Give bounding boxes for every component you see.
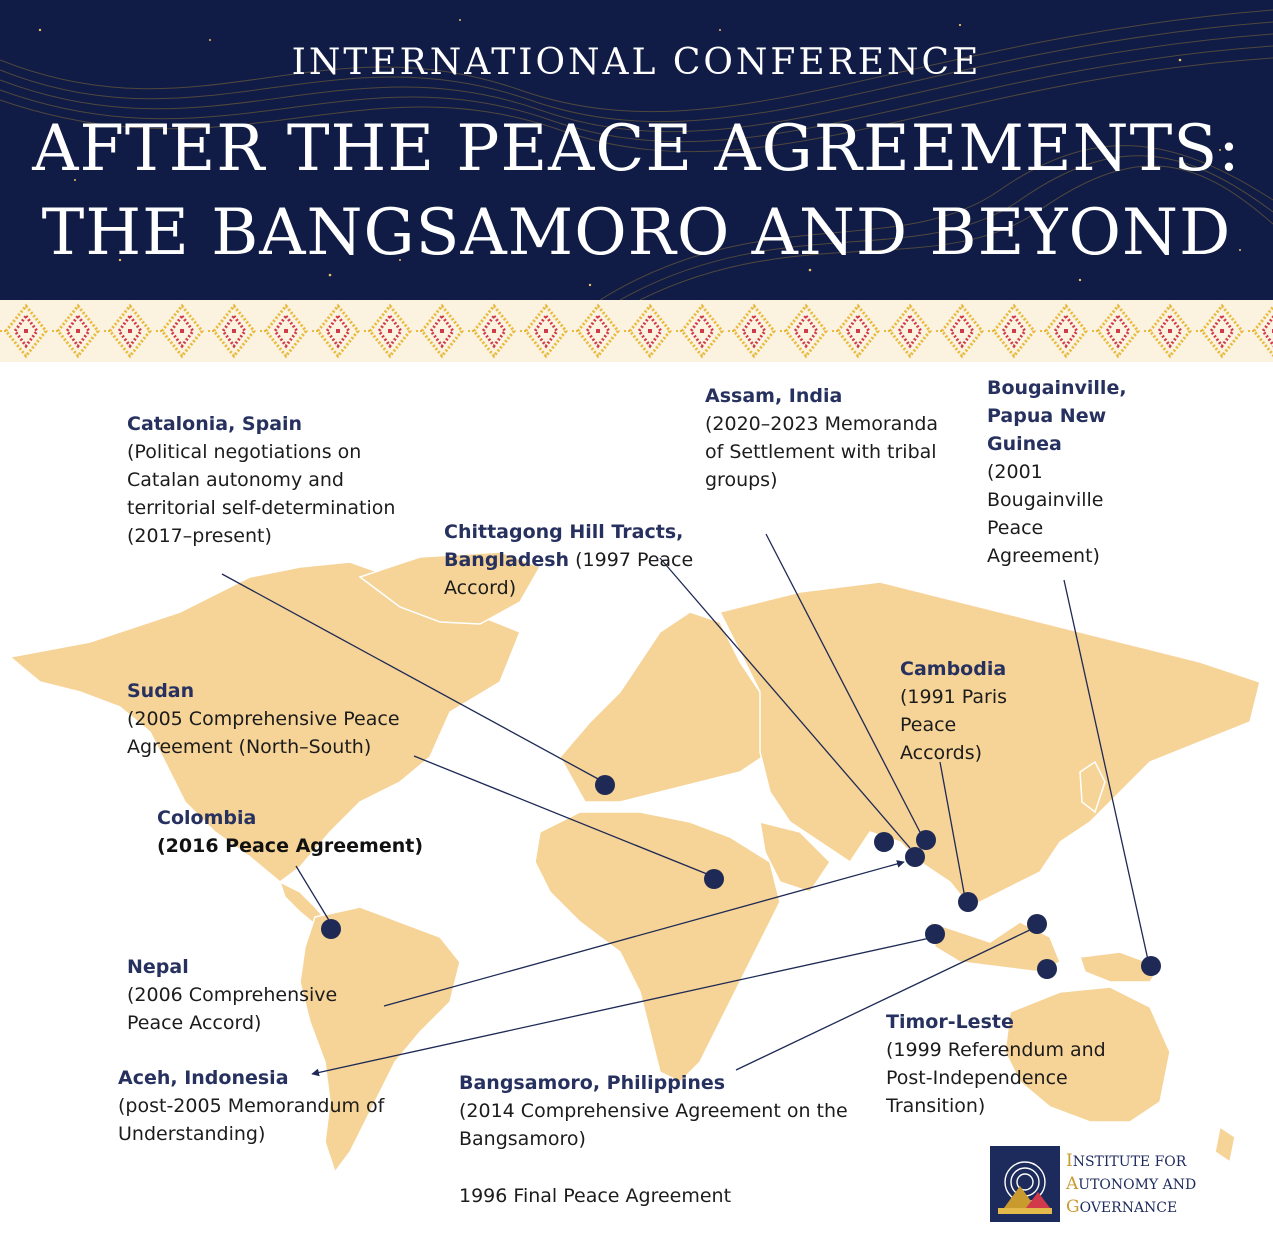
conference-title-line2: THE BANGSAMORO AND BEYOND <box>41 196 1232 270</box>
label-aceh: Aceh, Indonesia (post-2005 Memorandum of Understanding) <box>118 1067 385 1145</box>
label-catalonia: Catalonia, Spain (Political negotiations on Catalan autonomy and territorial self-determination (2017–present) <box>127 413 396 547</box>
conference-kicker: INTERNATIONAL CONFERENCE <box>291 42 982 83</box>
label-timor-leste: Timor-Leste (1999 Referendum and Post-Independence Transition) <box>886 1011 1106 1117</box>
label-colombia: Colombia (2016 Peace Agreement) <box>157 807 423 857</box>
iag-logo-text: INSTITUTE FOR AUTONOMY AND GOVERNANCE <box>1066 1151 1197 1217</box>
label-assam: Assam, India (2020–2023 Memoranda of Settlement with tribal groups) <box>705 385 939 491</box>
label-chittagong: Chittagong Hill Tracts, Bangladesh (1997 Peace Accord) <box>444 521 694 599</box>
label-cambodia: Cambodia (1991 Paris Peace Accords) <box>900 658 1008 764</box>
southeast-asia-islands <box>930 922 1060 972</box>
label-nepal: Nepal (2006 Comprehensive Peace Accord) <box>127 956 338 1034</box>
label-bougainville: Bougainville, Papua New Guinea (2001 Bougainville Peace Agreement) <box>987 377 1127 567</box>
woven-pattern-band <box>0 300 1273 362</box>
header-banner <box>0 0 1273 300</box>
label-sudan: Sudan (2005 Comprehensive Peace Agreement (North–South) <box>127 680 400 758</box>
africa-landmass <box>535 812 780 1082</box>
new-zealand-landmass <box>1215 1127 1235 1162</box>
label-bangsamoro: Bangsamoro, Philippines (2014 Comprehensive Agreement on the Bangsamoro) <box>459 1072 848 1150</box>
new-guinea-landmass <box>1080 952 1160 982</box>
conference-title-line1: AFTER THE PEACE AGREEMENTS: <box>32 112 1241 186</box>
iag-logo-icon <box>990 1146 1060 1222</box>
footnote: 1996 Final Peace Agreement <box>459 1185 732 1207</box>
